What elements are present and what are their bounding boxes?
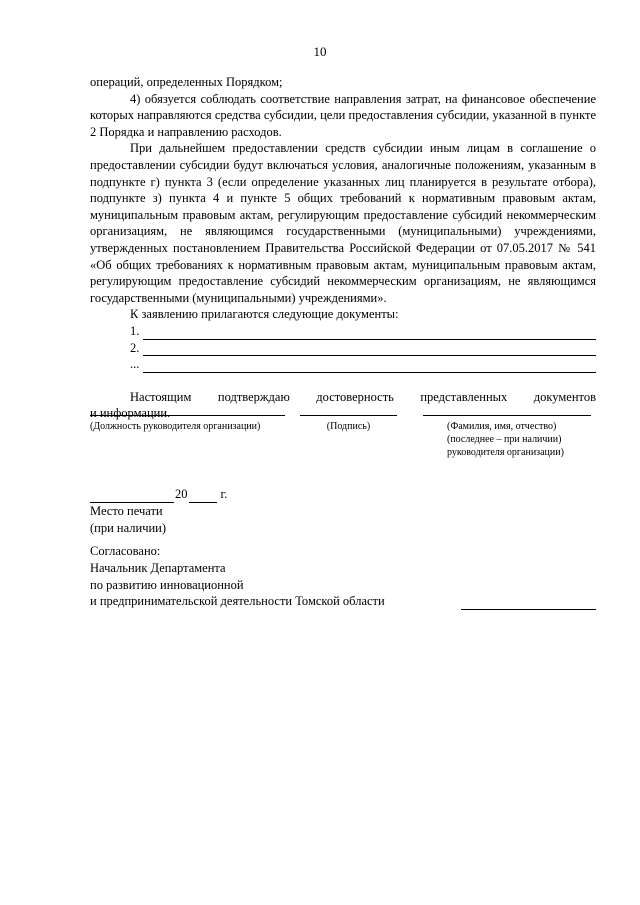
- date-century: 20: [175, 487, 188, 501]
- document-blank-line: [143, 327, 596, 340]
- name-signature-block: [423, 415, 591, 459]
- approval-line-3: и предпринимательской деятельности Томской области: [90, 594, 385, 609]
- confirmation-word: подтверждаю: [217, 389, 290, 404]
- approval-line-2: по развитию инновационной: [90, 577, 244, 592]
- confirmation-word: документов: [533, 389, 596, 404]
- document-line-number: 1.: [130, 323, 140, 338]
- confirmation-word: представленных: [420, 389, 508, 404]
- document-blank-line: [143, 360, 596, 373]
- approval-block: [90, 543, 596, 610]
- position-caption: (Должность руководителя организации): [90, 421, 261, 432]
- page-number: 10: [313, 44, 327, 59]
- document-line-number: ...: [130, 357, 140, 372]
- approval-line-1: Начальник Департамента: [90, 560, 226, 575]
- approval-last-line: [90, 593, 596, 610]
- position-signature-block: [90, 415, 285, 433]
- date-and-stamp: [90, 486, 390, 536]
- document-line-1: [130, 323, 596, 340]
- confirmation-first-line: [90, 389, 596, 406]
- paragraph-further-provision: При дальнейшем предоставлении средств субсидии иным лицам в соглашение о предоставлении субсидии будут включаться условия, аналогичные положениям, указанным в подпункте г) пункта 3 (если определение указанных лиц планируется в результате отбора), подпункте з) пункта 4 и пункте 5 общих требований к нормативным правовым актам, муниципальным правовым актам, регулирующим предоставление субсидий некоммерческим организациям, не являющимся государственными (муниципальными) учреждениями, утвержденных постановлением Правительства Российской Федерации от 07.05.2017 № 541 «Об общих требованиях к нормативным правовым актам, муниципальным правовым актам, регулирующим предоставление субсидий некоммерческим организациям, не являющимся государственными (муниципальными) учреждениями».: [90, 141, 596, 305]
- paragraph-attachments-intro: К заявлению прилагаются следующие документы:: [130, 307, 399, 322]
- paragraph-continuation: операций, определенных Порядком;: [90, 75, 283, 89]
- document-line-2: [130, 340, 596, 357]
- paragraph-obligation-4: 4) обязуется соблюдать соответствие направления затрат, на финансовое обеспечение которых направляются средства субсидии, цели предоставления субсидии, указанной в пункте 2 Порядка и направлению расходов.: [90, 91, 596, 139]
- date-line: [90, 486, 390, 503]
- confirmation-tail: и информации.: [90, 406, 171, 421]
- signature-block: [300, 415, 397, 433]
- document-line-more: [130, 356, 596, 373]
- stamp-place: Место печати: [90, 503, 163, 518]
- date-year-blank: [189, 490, 217, 503]
- approval-title: Согласовано:: [90, 544, 161, 558]
- signature-caption: (Подпись): [326, 421, 371, 432]
- document-blank-line: [143, 343, 596, 356]
- document-body: [90, 74, 596, 422]
- date-day-month-blank: [90, 490, 174, 503]
- name-blank-line: [423, 415, 591, 416]
- name-caption-1: (Фамилия, имя, отчество): [447, 421, 557, 432]
- name-caption-3: руководителя организации): [447, 447, 564, 458]
- name-caption-2: (последнее – при наличии): [447, 434, 562, 445]
- signature-row: [90, 415, 596, 465]
- confirmation-word: достоверность: [316, 389, 394, 404]
- confirmation-word: Настоящим: [130, 389, 192, 404]
- position-blank-line: [90, 415, 285, 416]
- date-suffix: г.: [220, 487, 228, 501]
- stamp-note: (при наличии): [90, 520, 167, 535]
- signature-blank-line: [300, 415, 397, 416]
- document-line-number: 2.: [130, 340, 140, 355]
- approval-signature-blank: [461, 597, 596, 610]
